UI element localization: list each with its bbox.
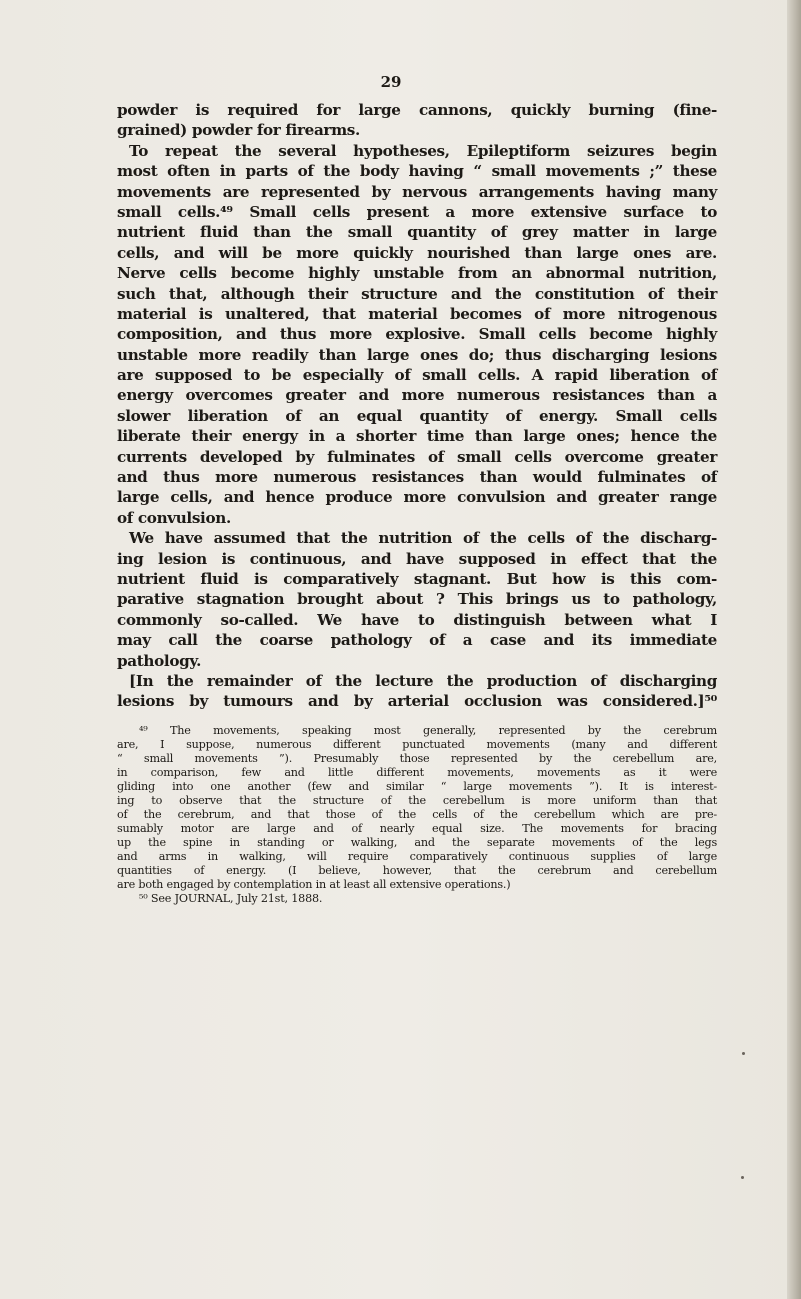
text-line: commonly so-called. We have to distinguish between what I [117,610,717,629]
page-edge-shadow [787,0,801,1299]
footnote-line: “ small movements ”). Presumably those represented by the cerebellum are, [117,751,717,765]
text-line: of convulsion. [117,508,231,527]
text-line: slower liberation of an equal quantity of energy. Small cells [117,406,717,425]
text-line: liberate their energy in a shorter time than large ones; hence the [117,427,717,446]
footnote-line: ing to observe that the structure of the cerebellum is more uniform than that [117,793,717,807]
footnote-line: gliding into one another (few and similar “ large movements ”). It is interest- [117,779,717,793]
footnote-line: in comparison, few and little different movements, movements as it were [117,765,717,779]
body-text [117,100,717,906]
footnote-line: are both engaged by contemplation in at least all extensive operations.) [117,877,511,891]
scan-speck [742,1052,745,1055]
text-line: lesions by tumours and by arterial occlusion was considered.]⁵⁰ [117,692,717,711]
body-paragraphs [117,100,717,712]
scan-speck [741,1176,744,1179]
text-line: small cells.⁴⁹ Small cells present a more extensive surface to [117,202,717,221]
footnote-line: up the spine in standing or walking, and the separate movements of the legs [117,835,717,849]
footnote-line: are, I suppose, numerous different punctuated movements (many and different [117,737,717,751]
text-line: ing lesion is continuous, and have supposed in effect that the [117,549,717,568]
text-line: large cells, and hence produce more convulsion and greater range [117,488,717,507]
page-number: 29 [380,73,402,91]
text-line: unstable more readily than large ones do; thus discharging lesions [117,345,717,364]
text-line: composition, and thus more explosive. Small cells become highly [117,325,717,344]
text-line: Nerve cells become highly unstable from an abnormal nutrition, [117,264,717,283]
footnote-line: ⁵⁰ See JOURNAL, July 21st, 1888. [139,891,323,905]
footnote-line: quantities of energy. (I believe, however, that the cerebrum and cerebellum [117,863,717,877]
text-line: may call the coarse pathology of a case and its immediate [117,631,717,650]
text-line: movements are represented by nervous arrangements having many [117,182,717,201]
text-line: pathology. [117,651,202,670]
text-line: nutrient fluid than the small quantity of grey matter in large [117,223,717,242]
text-line: most often in parts of the body having “ small movements ;” these [117,162,717,181]
footnote-line: sumably motor are large and of nearly equal size. The movements for bracing [117,821,717,835]
footnote-line: and arms in walking, will require comparatively continuous supplies of large [117,849,717,863]
text-line: are supposed to be especially of small cells. A rapid liberation of [117,366,717,385]
text-line: We have assumed that the nutrition of the cells of the discharg- [129,529,717,548]
text-line: cells, and will be more quickly nourished than large ones are. [117,243,717,262]
footnote-line: ⁴⁹ The movements, speaking most generally, represented by the cerebrum [139,723,717,737]
text-line: grained) powder for firearms. [117,121,360,140]
text-line: such that, although their structure and the constitution of their [117,284,717,303]
text-line: parative stagnation brought about ? This brings us to pathology, [117,590,717,609]
text-line: To repeat the several hypotheses, Epileptiform seizures begin [129,141,717,160]
text-line: material is unaltered, that material becomes of more nitrogenous [117,304,717,323]
text-line: and thus more numerous resistances than would fulminates of [117,468,717,487]
footnote-line: of the cerebrum, and that those of the cells of the cerebellum which are pre- [117,807,717,821]
footnotes [117,724,717,906]
text-line: powder is required for large cannons, quickly burning (fine- [117,101,717,119]
text-line: [In the remainder of the lecture the production of discharging [129,671,717,690]
text-line: currents developed by fulminates of small cells overcome greater [117,447,717,466]
text-line: nutrient fluid is comparatively stagnant. But how is this com- [117,569,717,588]
text-line: energy overcomes greater and more numerous resistances than a [117,386,717,405]
